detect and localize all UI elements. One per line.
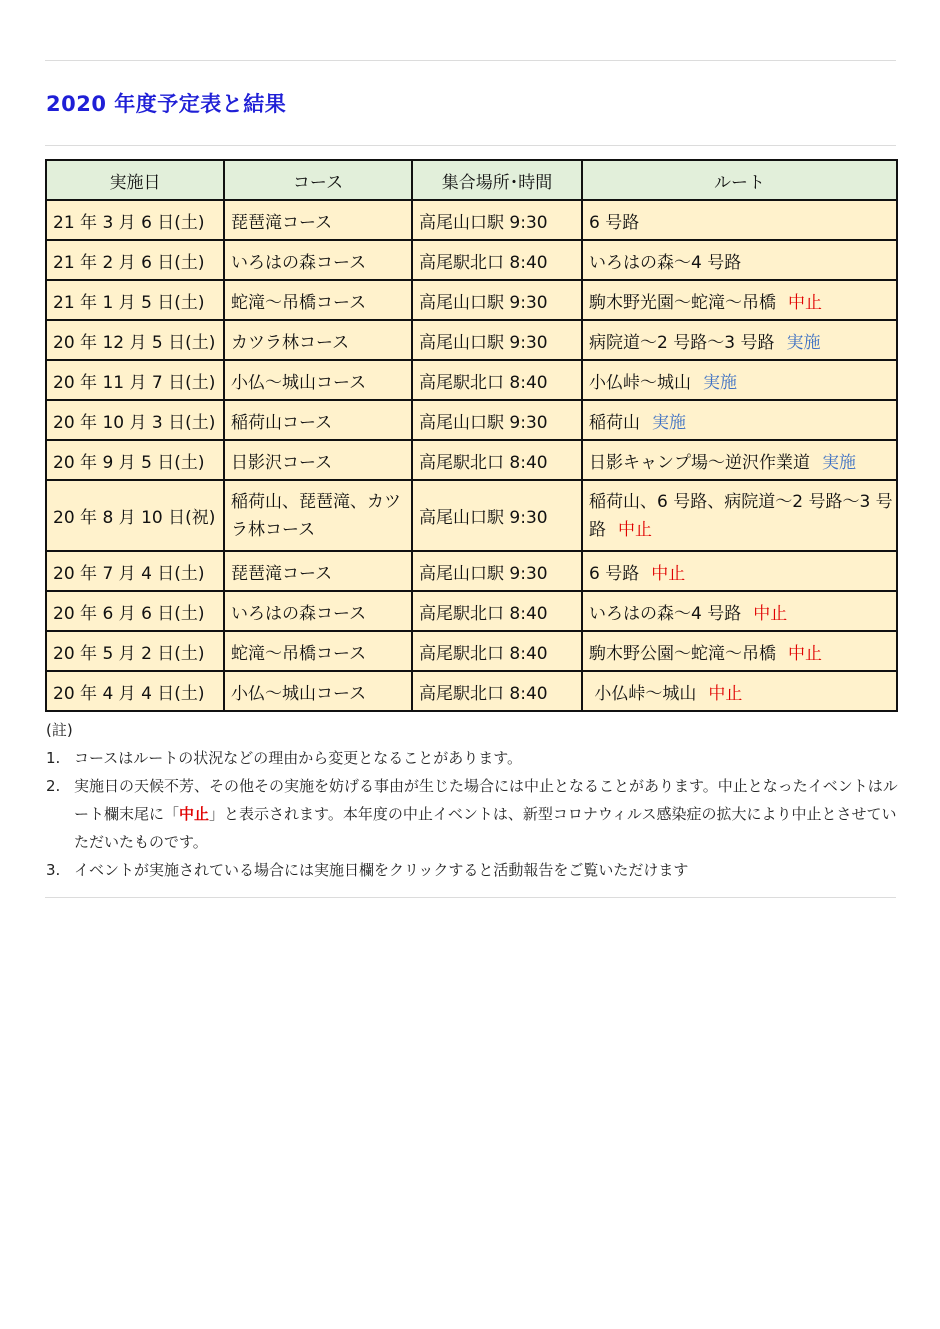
note-item bbox=[46, 772, 898, 856]
note-text: イベントが実施されている場合には実施日欄をクリックすると活動報告をご覧いただけます bbox=[74, 861, 689, 879]
course-cell: 琵琶滝コース bbox=[224, 551, 412, 591]
bottom-divider bbox=[45, 897, 896, 898]
course-cell: 琵琶滝コース bbox=[224, 200, 412, 240]
date-cell[interactable]: 20 年 6 月 6 日(土) bbox=[46, 591, 224, 631]
status-badge: 実施 bbox=[703, 372, 737, 393]
course-cell: 小仏～城山コース bbox=[224, 360, 412, 400]
status-badge: 中止 bbox=[788, 292, 822, 313]
date-cell[interactable]: 21 年 3 月 6 日(土) bbox=[46, 200, 224, 240]
table-header-row bbox=[46, 160, 897, 200]
route-text: いろはの森～4 号路 bbox=[589, 603, 742, 624]
status-badge: 中止 bbox=[753, 603, 788, 624]
note-number: 2. bbox=[46, 777, 61, 795]
table-row bbox=[46, 280, 897, 320]
route-cell bbox=[582, 320, 897, 360]
route-text: 駒木野光園～蛇滝～吊橋 bbox=[589, 292, 776, 313]
note-cancel-highlight: 中止 bbox=[179, 805, 210, 823]
route-cell bbox=[582, 671, 897, 711]
date-cell[interactable]: 21 年 1 月 5 日(土) bbox=[46, 280, 224, 320]
notes-heading: (註) bbox=[46, 721, 73, 739]
table-row bbox=[46, 360, 897, 400]
note-number: 3. bbox=[46, 861, 61, 879]
date-cell[interactable]: 20 年 11 月 7 日(土) bbox=[46, 360, 224, 400]
date-cell[interactable]: 21 年 2 月 6 日(土) bbox=[46, 240, 224, 280]
date-cell[interactable]: 20 年 9 月 5 日(土) bbox=[46, 440, 224, 480]
header-route: ルート bbox=[582, 160, 897, 200]
table-row bbox=[46, 400, 897, 440]
route-cell bbox=[582, 280, 897, 320]
course-cell: 小仏～城山コース bbox=[224, 671, 412, 711]
meeting-cell: 高尾山口駅 9:30 bbox=[412, 200, 582, 240]
status-badge: 中止 bbox=[618, 519, 652, 540]
route-cell bbox=[582, 400, 897, 440]
meeting-cell: 高尾駅北口 8:40 bbox=[412, 240, 582, 280]
date-cell[interactable]: 20 年 7 月 4 日(土) bbox=[46, 551, 224, 591]
route-text: 6 号路 bbox=[589, 563, 640, 584]
table-row bbox=[46, 200, 897, 240]
route-text: 駒木野公園～蛇滝～吊橋 bbox=[589, 643, 776, 664]
header-date: 実施日 bbox=[46, 160, 224, 200]
table-row bbox=[46, 591, 897, 631]
meeting-cell: 高尾山口駅 9:30 bbox=[412, 320, 582, 360]
title-divider bbox=[45, 145, 896, 146]
notes-section bbox=[46, 716, 898, 884]
course-cell: 蛇滝～吊橋コース bbox=[224, 631, 412, 671]
course-cell: カツラ林コース bbox=[224, 320, 412, 360]
table-row bbox=[46, 631, 897, 671]
note-item bbox=[46, 856, 898, 884]
route-cell bbox=[582, 240, 897, 280]
course-cell: 蛇滝～吊橋コース bbox=[224, 280, 412, 320]
note-number: 1. bbox=[46, 749, 61, 767]
course-cell: いろはの森コース bbox=[224, 240, 412, 280]
top-divider bbox=[45, 60, 896, 61]
course-cell: 日影沢コース bbox=[224, 440, 412, 480]
meeting-cell: 高尾駅北口 8:40 bbox=[412, 440, 582, 480]
table-row bbox=[46, 440, 897, 480]
route-text: 病院道～2 号路～3 号路 bbox=[589, 332, 775, 353]
meeting-cell: 高尾山口駅 9:30 bbox=[412, 400, 582, 440]
route-text: 小仏峠～城山 bbox=[589, 683, 697, 704]
route-text: 日影キャンプ場～逆沢作業道 bbox=[589, 452, 810, 473]
route-cell bbox=[582, 631, 897, 671]
date-cell[interactable]: 20 年 8 月 10 日(祝) bbox=[46, 480, 224, 551]
meeting-cell: 高尾山口駅 9:30 bbox=[412, 551, 582, 591]
table-row bbox=[46, 480, 897, 551]
header-course: コース bbox=[224, 160, 412, 200]
note-item bbox=[46, 744, 898, 772]
status-badge: 中止 bbox=[651, 563, 686, 584]
header-meeting: 集合場所･時間 bbox=[412, 160, 582, 200]
status-badge: 中止 bbox=[788, 643, 822, 664]
route-cell bbox=[582, 360, 897, 400]
page-title: 2020 年度予定表と結果 bbox=[46, 92, 287, 116]
course-cell: 稲荷山コース bbox=[224, 400, 412, 440]
meeting-cell: 高尾山口駅 9:30 bbox=[412, 280, 582, 320]
table-row bbox=[46, 671, 897, 711]
meeting-cell: 高尾駅北口 8:40 bbox=[412, 671, 582, 711]
status-badge: 実施 bbox=[652, 412, 686, 433]
course-cell: いろはの森コース bbox=[224, 591, 412, 631]
meeting-cell: 高尾駅北口 8:40 bbox=[412, 591, 582, 631]
status-badge: 実施 bbox=[786, 332, 821, 353]
route-cell bbox=[582, 551, 897, 591]
meeting-cell: 高尾駅北口 8:40 bbox=[412, 360, 582, 400]
table-row bbox=[46, 320, 897, 360]
note-text bbox=[74, 772, 898, 856]
date-cell[interactable]: 20 年 12 月 5 日(土) bbox=[46, 320, 224, 360]
status-badge: 実施 bbox=[822, 452, 856, 473]
route-text: 稲荷山 bbox=[589, 412, 640, 433]
route-cell bbox=[582, 480, 897, 551]
meeting-cell: 高尾山口駅 9:30 bbox=[412, 480, 582, 551]
route-cell bbox=[582, 200, 897, 240]
note-text: コースはルートの状況などの理由から変更となることがあります。 bbox=[74, 749, 523, 767]
note-text-after: 」と表示されます。本年度の中止イベントは、新型コロナウィルス感染症の拡大により中止とさせていただいたものです。 bbox=[74, 805, 897, 851]
status-badge: 中止 bbox=[708, 683, 743, 704]
table-row bbox=[46, 551, 897, 591]
table-row bbox=[46, 240, 897, 280]
date-cell[interactable]: 20 年 10 月 3 日(土) bbox=[46, 400, 224, 440]
route-text: 稲荷山、6 号路、病院道～2 号路～3 号路 bbox=[589, 491, 893, 540]
route-text: いろはの森～4 号路 bbox=[589, 252, 742, 273]
course-cell: 稲荷山、琵琶滝、カツラ林コース bbox=[224, 480, 412, 551]
date-cell[interactable]: 20 年 4 月 4 日(土) bbox=[46, 671, 224, 711]
date-cell[interactable]: 20 年 5 月 2 日(土) bbox=[46, 631, 224, 671]
route-cell bbox=[582, 591, 897, 631]
route-text: 6 号路 bbox=[589, 212, 640, 233]
route-text: 小仏峠～城山 bbox=[589, 372, 691, 393]
note-text-before: 実施日の天候不芳、その他その実施を妨げる事由が生じた場合には中止となることがあります。中止となったイベントはルート欄末尾に「 bbox=[74, 777, 898, 823]
route-cell bbox=[582, 440, 897, 480]
meeting-cell: 高尾駅北口 8:40 bbox=[412, 631, 582, 671]
schedule-table bbox=[45, 159, 898, 712]
